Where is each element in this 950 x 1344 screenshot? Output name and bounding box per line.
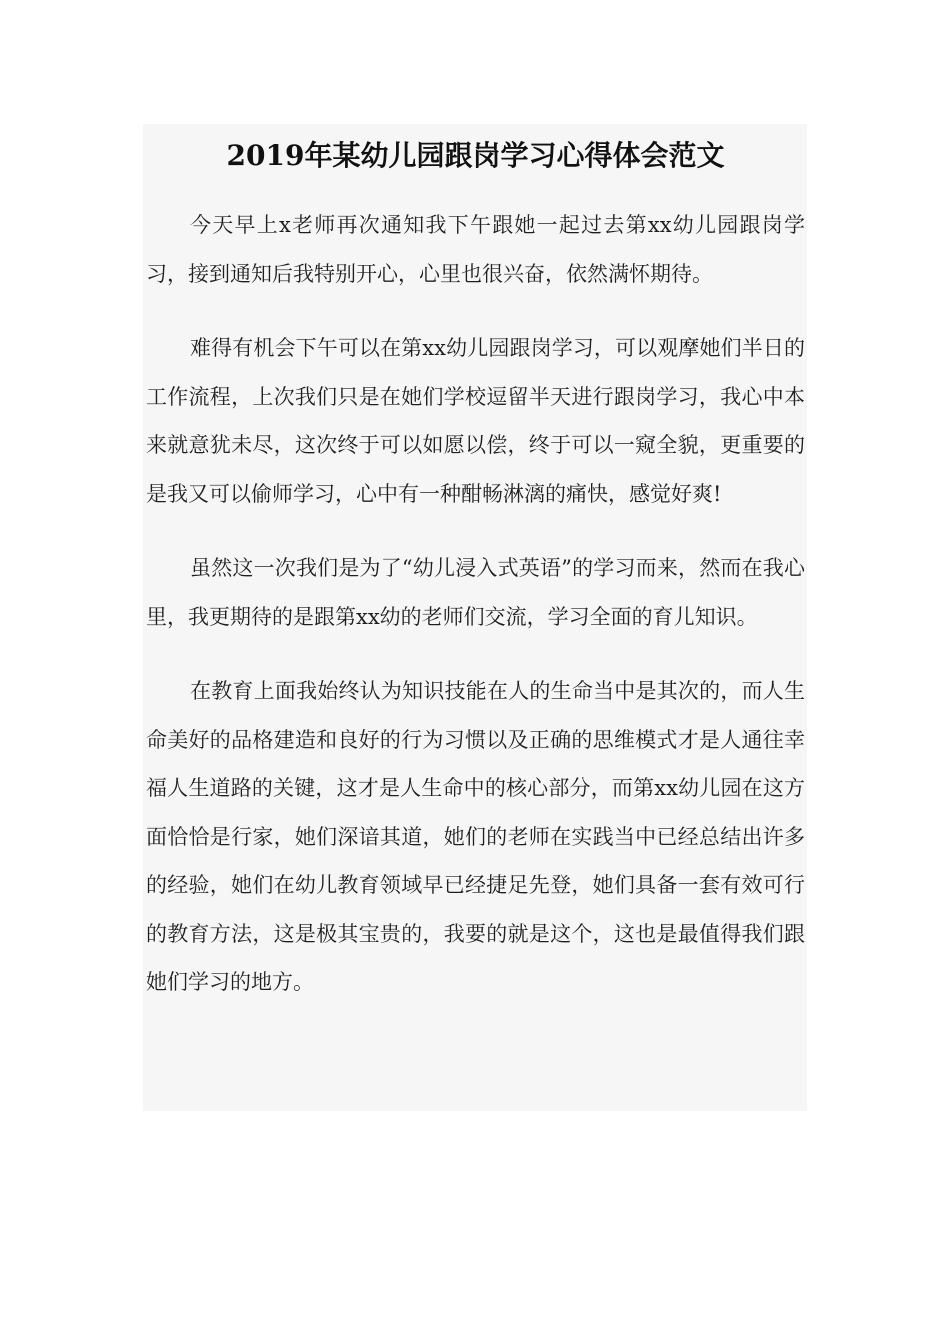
paragraph-4: 在教育上面我始终认为知识技能在人的生命当中是其次的，而人生命美好的品格建造和良好的行为习惯以及正确的思维模式才是人通往幸福人生道路的关键，这才是人生命中的核心部分，而第xx幼儿园在这方面恰恰是行家，她们深谙其道，她们的老师在实践当中已经总结出许多的经验，她们在幼儿教育领域早已经捷足先登，她们具备一套有效可行的教育方法，这是极其宝贵的，我要的就是这个，这也是最值得我们跟她们学习的地方。 [146,679,805,994]
document-title: 2019年某幼儿园跟岗学习心得体会范文 [226,139,725,172]
paragraph-1: 今天早上x老师再次通知我下午跟她一起过去第xx幼儿园跟岗学习，接到通知后我特别开心，心里也很兴奋，依然满怀期待。 [146,213,805,286]
paragraph-3: 虽然这一次我们是为了“幼儿浸入式英语”的学习而来，然而在我心里，我更期待的是跟第xx幼的老师们交流，学习全面的育儿知识。 [146,556,805,629]
article-body [143,124,807,1111]
paragraph-2: 难得有机会下午可以在第xx幼儿园跟岗学习，可以观摩她们半日的工作流程，上次我们只是在她们学校逗留半天进行跟岗学习，我心中本来就意犹未尽，这次终于可以如愿以偿，终于可以一窥全貌，更重要的是我又可以偷师学习，心中有一种酣畅淋漓的痛快，感觉好爽! [146,336,805,506]
